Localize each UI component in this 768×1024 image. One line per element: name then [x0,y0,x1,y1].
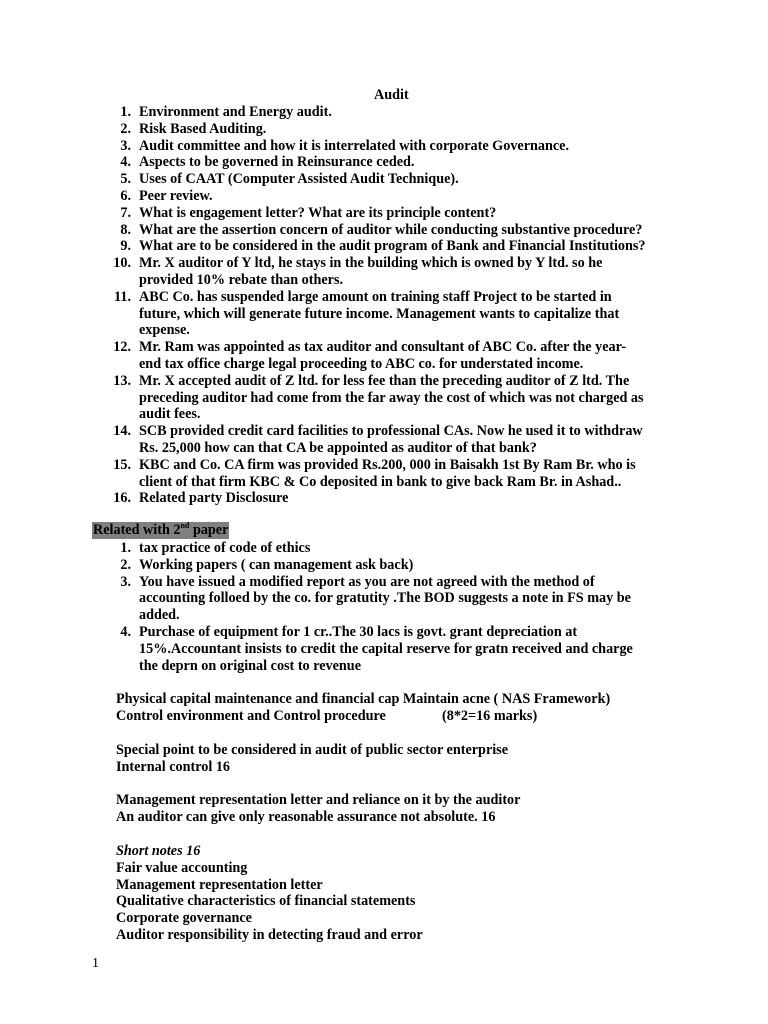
list-item-text: 15%.Accountant insists to credit the capital reserve for gratn received and charge [139,640,633,657]
list-item-number: 1. [120,104,131,120]
short-note-item: Management representation letter [116,877,323,893]
section-heading-highlighted [92,522,229,539]
list-item-number: 2. [120,120,131,137]
control-environment-text: Control environment and Control procedure [116,708,386,724]
list-item-text: Purchase of equipment for 1 cr..The 30 lacs is govt. grant depreciation at [139,624,578,640]
paragraph-management-representation: Management representation letter and reliance on it by the auditor [116,792,521,808]
paragraph-public-sector: Special point to be considered in audit of public sector enterprise [116,742,508,758]
list-item-text: audit fees. [139,406,201,423]
list-item-number: 13. [113,372,131,389]
list-item-text: Peer review. [139,188,213,204]
list-item-text: ABC Co. has suspended large amount on training staff Project to be started in [139,288,612,305]
list-item-text: end tax office charge legal proceeding to ABC co. for understated income. [139,355,584,372]
list-item-text: client of that firm KBC & Co deposited in bank to give back Ram Br. in Ashad.. [139,473,622,490]
list-item-number: 3. [120,573,131,590]
marks-note: (8*2=16 marks) [442,708,538,724]
list-item-text: the deprn on original cost to revenue [139,657,361,674]
list-item-text: KBC and Co. CA firm was provided Rs.200, 000 in Baisakh 1st By Ram Br. who is [139,456,636,473]
section-heading-suffix: paper [189,522,229,538]
short-note-item: Corporate governance [116,910,252,926]
list-item-text: Related party Disclosure [139,490,289,507]
section-heading-superscript: nd [180,521,190,530]
list-item-text: preceding auditor had come from the far away the cost of which was not charged as [139,389,644,406]
list-item-text: Risk Based Auditing. [139,120,267,137]
list-item-number: 5. [120,171,131,188]
list-item-number: 4. [120,154,131,171]
list-item-number: 3. [120,137,131,154]
list-item-text: What are the assertion concern of auditor while conducting substantive procedure? [139,221,643,238]
list-item-number: 15. [113,456,131,473]
list-item-text: What are to be considered in the audit program of Bank and Financial Institutions? [139,238,646,255]
list-item-text: Uses of CAAT (Computer Assisted Audit Technique). [139,171,459,188]
list-item-text: Rs. 25,000 how can that CA be appointed as auditor of that bank? [139,439,537,456]
list-item-text: added. [139,607,180,624]
list-item-text: future, which will generate future income. Management wants to capitalize that [139,305,620,322]
page-title: Audit [374,87,409,103]
list-item-number: 1. [120,540,131,556]
page-number: 1 [92,956,99,971]
list-item-number: 10. [113,255,131,272]
short-note-item: Auditor responsibility in detecting fraud and error [116,927,423,943]
list-item-text: What is engagement letter? What are its principle content? [139,204,497,221]
list-item-text: You have issued a modified report as you are not agreed with the method of [139,573,595,590]
paragraph-capital-maintenance: Physical capital maintenance and financial cap Maintain acne ( NAS Framework) [116,691,611,707]
list-item-text: Aspects to be governed in Reinsurance ceded. [139,154,415,171]
list-item-text: Working papers ( can management ask back) [139,556,414,573]
list-item-number: 16. [113,490,131,507]
list-item-text: provided 10% rebate than others. [139,271,344,288]
list-item-number: 12. [113,339,131,356]
paragraph-internal-control: Internal control 16 [116,759,231,775]
list-item-text: tax practice of code of ethics [139,540,311,556]
list-item-text: accounting folloed by the co. for gratutity .The BOD suggests a note in FS may be [139,590,631,607]
section-heading-text: Related with 2 [93,522,181,538]
list-item-number: 9. [120,238,131,255]
list-item-text: Audit committee and how it is interrelated with corporate Governance. [139,137,570,154]
short-note-item: Qualitative characteristics of financial statements [116,893,416,909]
list-item-number: 14. [113,423,131,440]
list-item-text: SCB provided credit card facilities to professional CAs. Now he used it to withdraw [139,423,643,440]
short-note-item: Fair value accounting [116,860,248,876]
list-item-number: 8. [120,221,131,238]
list-item-text: Environment and Energy audit. [139,104,332,120]
list-item-text: Mr. Ram was appointed as tax auditor and consultant of ABC Co. after the year- [139,339,627,356]
list-item-number: 11. [114,288,131,305]
paragraph-control-environment [116,708,538,725]
list-item-number: 7. [120,204,131,221]
list-item-number: 6. [120,188,131,204]
list-item-text: Mr. X auditor of Y ltd, he stays in the building which is owned by Y ltd. so he [139,255,603,272]
list-item-number: 4. [120,624,131,640]
list-item-text: expense. [139,322,190,339]
list-item-number: 2. [120,556,131,573]
short-notes-heading: Short notes 16 [116,843,201,859]
list-item-text: Mr. X accepted audit of Z ltd. for less fee than the preceding auditor of Z ltd. The [139,372,630,389]
paragraph-reasonable-assurance: An auditor can give only reasonable assurance not absolute. 16 [116,809,496,825]
